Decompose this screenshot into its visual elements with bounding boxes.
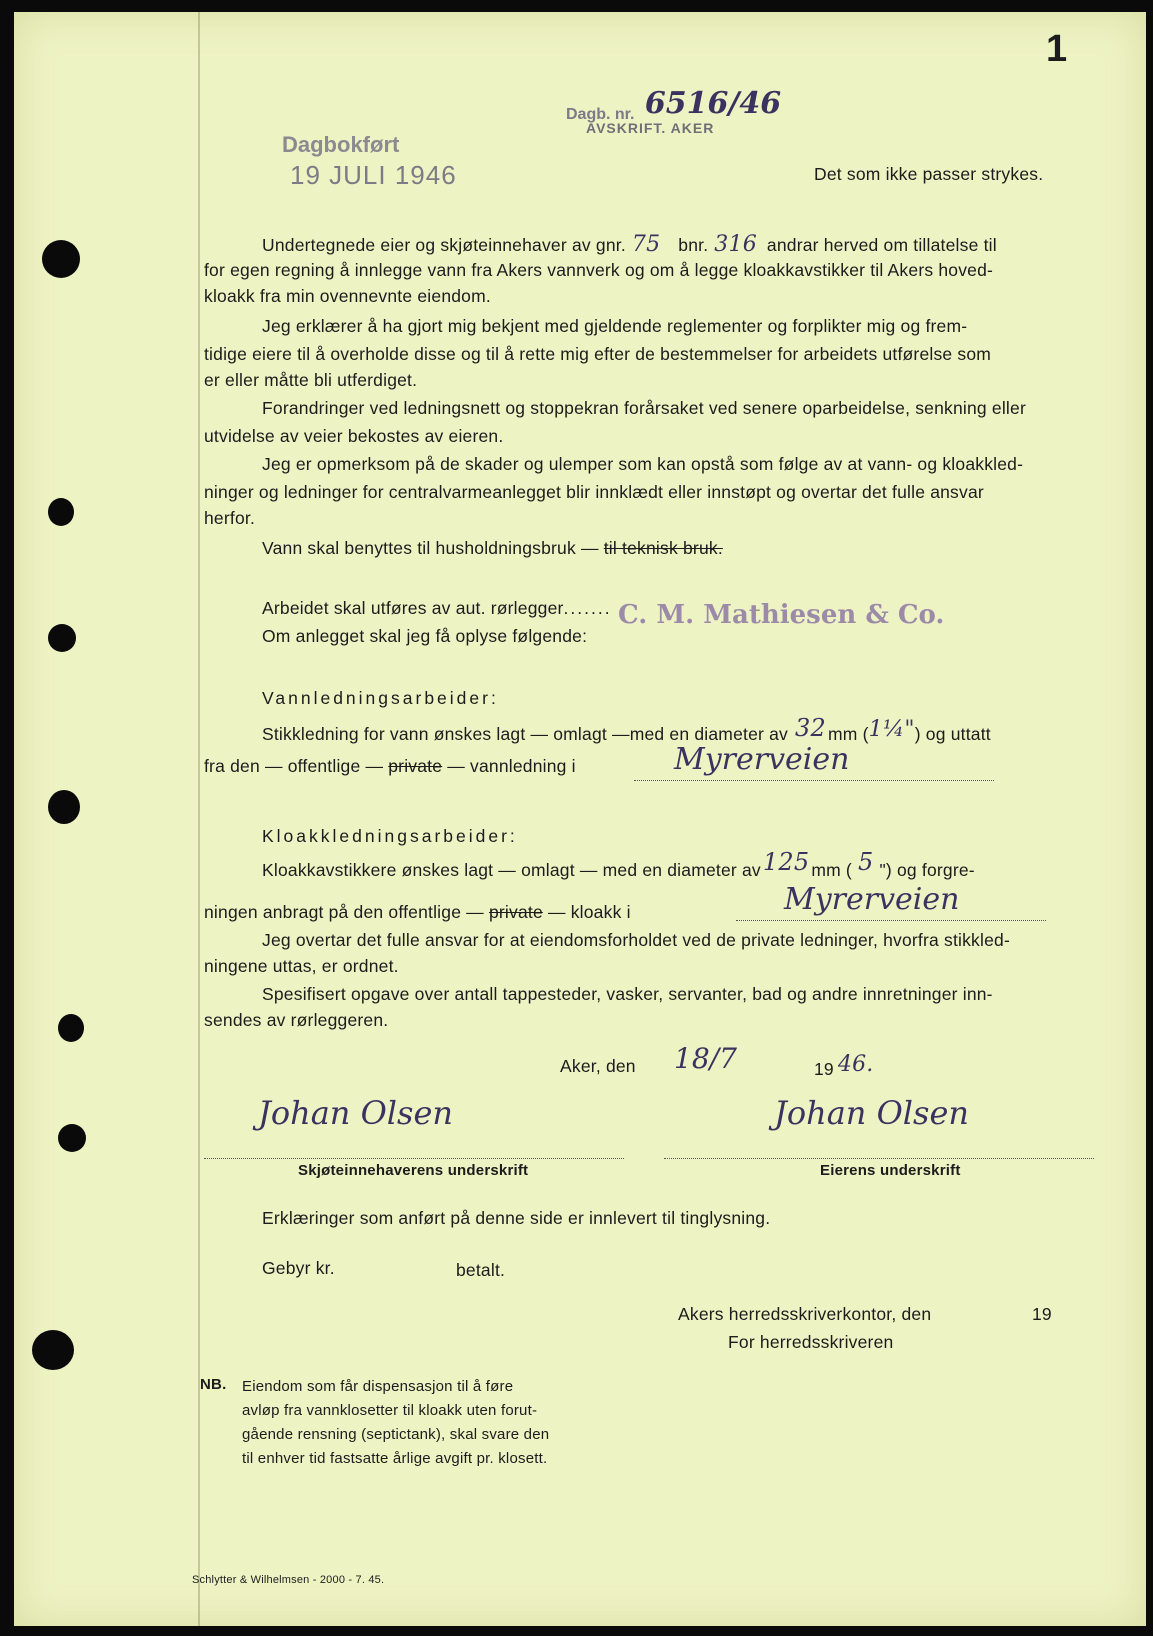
strike-instruction: Det som ikke passer strykes. — [814, 164, 1044, 184]
sewer-line-6: sendes av rørleggeren. — [204, 1010, 389, 1030]
left-signature-line — [204, 1158, 624, 1159]
punch-hole — [48, 790, 80, 824]
office-year: 19 — [1032, 1304, 1052, 1324]
printer-imprint: Schlytter & Wilhelmsen - 2000 - 7. 45. — [192, 1574, 385, 1586]
sewer-street-dotline — [736, 920, 1046, 921]
sewer-diameter-mm: 125 — [762, 848, 810, 876]
declaration-line: Erklæringer som anført på denne side er innlevert til tinglysning. — [262, 1208, 771, 1228]
water-line-1: Stikkledning for vann ønskes lagt — omlagt —med en diameter av 32 mm (1¼") og uttatt — [262, 714, 991, 744]
water-use-struck: til teknisk bruk. — [603, 538, 723, 558]
dagbokfort-stamp-label: Dagbokført — [282, 132, 400, 157]
sewer-line-3: Jeg overtar det fulle ansvar for at eiendomsforholdet ved de private ledninger, hvorfra stikkled- — [262, 930, 1010, 950]
sewer-line-1: Kloakkavstikkere ønskes lagt — omlagt — med en diameter av125 mm ( 5 ") og forgre- — [262, 848, 975, 880]
obligation-line-2: tidige eiere til å overholde disse og til å rette mig efter de bestemmelser for arbeidets utførelse som — [204, 344, 992, 364]
damages-line-3: herfor. — [204, 508, 256, 528]
date-year-handwritten: 46. — [837, 1052, 874, 1077]
fee-label: Gebyr kr. — [262, 1258, 335, 1278]
date-day-month: 18/7 — [674, 1042, 737, 1075]
date-year: 19 46. — [814, 1052, 874, 1079]
dagbokfort-stamp-date: 19 JULI 1946 — [290, 160, 457, 190]
water-use-line: Vann skal benyttes til husholdningsbruk — til teknisk bruk. — [262, 538, 723, 558]
journal-prefix: Dagb. nr. — [566, 106, 635, 123]
sewer-line-4: ningene uttas, er ordnet. — [204, 956, 399, 976]
nb-line-1: Eiendom som får dispensasjon til å føre — [242, 1378, 514, 1395]
inform-line: Om anlegget skal jeg få oplyse følgende: — [262, 626, 588, 646]
punch-hole — [48, 624, 76, 652]
office-line-1: Akers herredsskriverkontor, den — [678, 1304, 932, 1324]
journal-handwritten-number: 6516/46 — [644, 86, 782, 121]
punch-hole — [32, 1330, 74, 1370]
water-diameter-inch: 1¼" — [868, 717, 915, 742]
water-diameter-mm: 32 — [795, 714, 826, 742]
water-street-name: Myrerveien — [674, 742, 850, 777]
document-page — [14, 12, 1146, 1626]
punch-hole — [58, 1014, 84, 1042]
intro-line-1: Undertegnede eier og skjøteinnehaver av gnr. 75 bnr. 316 andrar herved om tillatelse til — [262, 232, 997, 257]
left-signature-label: Skjøteinnehaverens underskrift — [298, 1162, 529, 1179]
sewer-street-name: Myrerveien — [784, 882, 960, 917]
water-line-2: fra den — offentlige — private — vannledning i — [204, 756, 576, 776]
right-signature-label: Eierens underskrift — [820, 1162, 961, 1179]
damages-line-2: ninger og ledninger for centralvarmeanlegget blir innklædt eller innstøpt og overtar det fulle ansvar — [204, 482, 984, 502]
water-section-heading: Vannledningsarbeider: — [262, 688, 499, 708]
plumber-line: Arbeidet skal utføres av aut. rørlegger....... — [262, 598, 612, 618]
changes-line-1: Forandringer ved ledningsnett og stoppekran forårsaket ved senere oparbeidelse, senkning eller — [262, 398, 1026, 418]
bnr-value: 316 — [714, 232, 757, 257]
obligation-line-1: Jeg erklærer å ha gjort mig bekjent med gjeldende reglementer og forplikter mig og frem- — [262, 316, 968, 336]
punch-hole — [48, 498, 74, 526]
gnr-value: 75 — [631, 232, 661, 257]
intro-line-2: for egen regning å innlegge vann fra Akers vannverk og om å legge kloakkavstikker til Akers hoved- — [204, 260, 994, 280]
page-number: 1 — [1046, 28, 1068, 70]
nb-label: NB. — [200, 1376, 227, 1393]
nb-line-4: til enhver tid fastsatte årlige avgift pr. klosett. — [242, 1450, 548, 1467]
sewer-section-heading: Kloakkledningsarbeider: — [262, 826, 518, 846]
punch-hole — [58, 1124, 86, 1152]
date-place: Aker, den — [560, 1056, 636, 1076]
obligation-line-3: er eller måtte bli utferdiget. — [204, 370, 418, 390]
damages-line-1: Jeg er opmerksom på de skader og ulemper som kan opstå som følge av at vann- og kloakkled- — [262, 454, 1024, 474]
sewer-line-2: ningen anbragt på den offentlige — private — kloakk i — [204, 902, 631, 922]
office-line-2: For herredsskriveren — [728, 1332, 894, 1352]
water-street-dotline — [634, 780, 994, 781]
sewer-diameter-inch: 5 — [857, 848, 874, 876]
plumber-company-stamp: C. M. Mathiesen & Co. — [618, 600, 945, 630]
nb-line-3: gående rensning (septictank), skal svare den — [242, 1426, 550, 1443]
sewer-line-5: Spesifisert opgave over antall tappesteder, vasker, servanter, bad og andre innretninger inn- — [262, 984, 993, 1004]
intro-line-3: kloakk fra min ovennevnte eiendom. — [204, 286, 491, 306]
water-private-struck: private — [388, 756, 443, 776]
fee-paid: betalt. — [456, 1260, 506, 1280]
right-signature-line — [664, 1158, 1094, 1159]
punch-hole — [42, 240, 80, 278]
sewer-private-struck: private — [488, 902, 543, 922]
right-signature: Johan Olsen — [774, 1094, 969, 1132]
left-signature: Johan Olsen — [258, 1094, 453, 1132]
nb-line-2: avløp fra vannklosetter til kloakk uten forut- — [242, 1402, 538, 1419]
copy-stamp: AVSKRIFT. AKER — [586, 120, 715, 136]
changes-line-2: utvidelse av veier bekostes av eieren. — [204, 426, 504, 446]
